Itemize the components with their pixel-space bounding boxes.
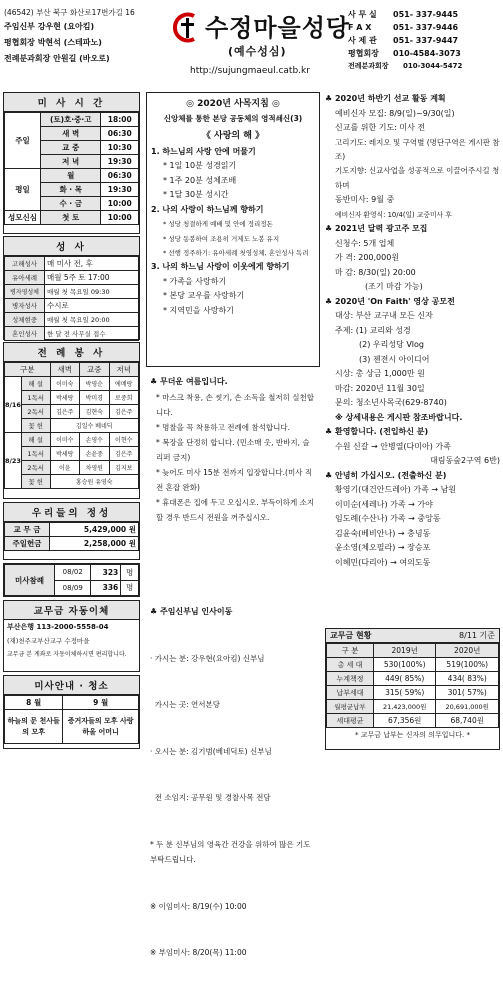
- mass-day: 수 · 금: [41, 197, 101, 211]
- contact-fax: F A X 051- 337-9446: [348, 23, 459, 32]
- welcome-title: ♣ 환영합니다. (전입하신 분): [325, 427, 429, 437]
- dues-label: 납부세대: [327, 686, 374, 700]
- transfer-item: 전 소임지: 공무원 및 경찰사목 전담: [150, 793, 271, 802]
- autopay-holder: (재)천주교부산교구 수정마을: [7, 637, 90, 645]
- dues-header-cell: 2019년: [373, 644, 436, 658]
- transfer-item: · 오시는 분: 김기범(베네딕토) 신부님: [150, 746, 272, 756]
- liturgy-role: 2독서: [21, 461, 50, 475]
- calendar-line: 가 격: 200,000원: [335, 253, 400, 263]
- contact-office: 사 무 실 051- 337-9445: [348, 10, 459, 19]
- transfer-item: ※ 이임미사: 8/19(수) 10:00: [150, 901, 247, 911]
- liturgy-cell: 에메랑: [109, 377, 139, 391]
- pastoral-principles: [146, 92, 320, 367]
- liturgy-role: 꽃 헌: [21, 475, 50, 489]
- church-logo: [170, 10, 205, 45]
- section-item: * 1주 20분 성체조배: [163, 175, 237, 185]
- mass-time: 10:00: [101, 197, 139, 211]
- liturgy-cell: 김은주: [109, 447, 139, 461]
- liturgy-cell: 홍승원 유영숙: [50, 475, 138, 489]
- mass-day: 첫 토: [41, 211, 101, 225]
- offering-label: 주일헌금: [5, 537, 50, 551]
- contest-line: (2) 우리성당 Vlog: [359, 340, 424, 350]
- dues-cell: 20,691,000원: [436, 700, 499, 714]
- attendance-table: [4, 564, 139, 596]
- calendar-title: ♣ 2021년 달력 광고주 모집: [325, 224, 428, 234]
- attendance-count: 336: [91, 580, 121, 596]
- attendance-unit: 명: [121, 580, 139, 596]
- contest-line: 대상: 부산 교구내 모든 신자: [335, 311, 433, 321]
- church-logo-icon: [170, 10, 205, 45]
- dues-table: [326, 643, 499, 728]
- dues-status: [325, 628, 500, 750]
- mass-time: 19:30: [101, 183, 139, 197]
- welcome-line: 대림동숲2구역 6반): [430, 456, 500, 466]
- summer-item: * 늦어도 미사 15분 전까지 입장합니다.(미사 직전 혼잡 완화): [156, 467, 313, 492]
- liturgy-cell: 로중희: [109, 391, 139, 405]
- mass-time: 19:30: [101, 155, 139, 169]
- mass-time: 18:00: [101, 113, 139, 127]
- website-link[interactable]: http://sujungmaeul.catb.kr: [190, 66, 310, 76]
- transfer-item: · 가시는 분: 강우현(요아킴) 신부님: [150, 653, 265, 663]
- dues-cell: 315( 59%): [373, 686, 436, 700]
- mass-group-marian: 성모신심: [5, 211, 41, 225]
- autopay: [3, 600, 140, 672]
- section-head: 2. 나의 사랑이 하느님께 향하기: [151, 204, 264, 214]
- liturgy-table: [4, 362, 139, 489]
- guide-cell: 하늘의 문 천사들의 모후: [5, 710, 63, 744]
- farewell-line: 이혜민(다리아) → 여의도동: [335, 557, 431, 567]
- liturgy-service: [3, 342, 140, 499]
- summer-list: [150, 390, 316, 525]
- liturgy-role: 해 설: [21, 433, 50, 447]
- contact-rectory: 사 제 관 051- 337-9447: [348, 36, 459, 45]
- autopay-note: 교무금 본 계좌로 자동이체하시면 편리합니다.: [7, 651, 127, 658]
- dues-note: * 교무금 납부는 신자의 의무입니다. *: [354, 731, 471, 739]
- mass-day: 새 벽: [41, 127, 101, 141]
- transfer-list: [150, 620, 316, 992]
- offering-title: 우리들의 정성: [4, 503, 139, 522]
- contest-line: 마감: 2020년 11월 30일: [335, 383, 425, 393]
- sacrament-info: 매월 첫 목요일 09:30: [45, 285, 139, 299]
- farewell-line: 이미순(세레나) 가족 → 가야: [335, 499, 433, 509]
- liturgy-cell: 손영수: [80, 433, 109, 447]
- section-item: * 성당 청결하게 예배 및 안에 정리정돈: [163, 220, 273, 228]
- liturgy-cell: 박세랑: [50, 391, 79, 405]
- offering-table: [4, 522, 139, 551]
- offering: [3, 502, 140, 560]
- sacrament-info: 한 달 전 사무실 접수: [45, 327, 139, 341]
- sacrament-name: 병자성사: [5, 299, 45, 313]
- summer-item: * 복장을 단정히 합니다. (민소매 옷, 반바지, 슬리퍼 금지): [156, 437, 310, 462]
- liturgy-date: 8/16: [5, 377, 22, 433]
- liturgy-cell: 손윤중: [80, 447, 109, 461]
- liturgy-cell: 이미수: [50, 433, 79, 447]
- sacrament-name: 고해성사: [5, 257, 45, 271]
- summer-item: * 마스크 착용, 손 씻기, 손 소독을 철저히 실천합니다.: [156, 392, 314, 417]
- sacraments-table: [4, 256, 139, 341]
- liturgy-date: 8/23: [5, 433, 22, 489]
- principles-title: ◎ 2020년 사목지침 ◎: [186, 99, 280, 109]
- contest-line: ※ 상세내용은 게시판 참조바랍니다.: [335, 412, 463, 422]
- contact-liturgy: 전례분과회장 010-3044-5472: [348, 62, 463, 70]
- mass-day: 화 · 목: [41, 183, 101, 197]
- dues-label: 총 세 대: [327, 658, 374, 672]
- liturgy-cell: 박미경: [80, 391, 109, 405]
- guide-month: 9 월: [63, 696, 139, 710]
- principles-subtitle: 신앙체를 통한 본당 공동체의 영적쇄신(3): [163, 114, 303, 123]
- liturgy-role: 1독서: [21, 447, 50, 461]
- contest-line: (3) 젠젼시 아이디어: [359, 354, 430, 364]
- contact-council: 평협회장 010-4584-3073: [348, 49, 461, 58]
- summer-notice: [146, 375, 320, 525]
- dues-cell: 301( 57%): [436, 686, 499, 700]
- liturgy-cell: 김은주: [109, 405, 139, 419]
- section-item: * 성당 동봉하여 조용히 거제도 노봉 유지: [163, 234, 280, 243]
- section-item: * 가족을 사랑하기: [163, 276, 227, 286]
- offering-value: 2,258,000 원: [50, 537, 139, 551]
- liturgy-cell: 차영원: [80, 461, 109, 475]
- clover-icon: ♣: [150, 377, 160, 386]
- farewell-line: 임도례(수산나) 가족 → 중앙동: [335, 514, 441, 524]
- welcome-line: 수원 신갈 → 안병열(다미아) 가족: [335, 441, 451, 451]
- section-item: * 1일 10분 성경읽기: [163, 161, 237, 170]
- calendar-line: 신청수: 5개 업체: [335, 238, 395, 248]
- attendance-count: 323: [91, 565, 121, 581]
- liturgy-header: 교중: [80, 363, 109, 377]
- sacraments: [3, 236, 140, 340]
- summer-item: * 휴대폰은 집에 두고 오십시오. 부득이하게 소지할 경우 반드시 전원을 꺼주십시오.: [156, 497, 315, 522]
- liturgy-header: 저녁: [109, 363, 139, 377]
- dues-date: 8/11 기준: [459, 631, 495, 640]
- section-head: 3. 나의 하느님 사랑이 이웃에게 향하기: [151, 262, 290, 271]
- address: (46542) 부산 북구 화산로17번가길 16: [4, 8, 135, 17]
- mission-line: 예비신자 모집: 8/9(일)~9/30(일): [335, 108, 455, 118]
- mass-day: 월: [41, 169, 101, 183]
- sacrament-name: 성체현중: [5, 313, 45, 327]
- right-column: [325, 92, 500, 570]
- header-left: [4, 6, 164, 67]
- mission-line: 예비신자 환영식: 10/4(일) 교중미사 후: [335, 210, 452, 219]
- dues-header: [326, 629, 499, 643]
- sacrament-info: 수시로: [45, 299, 139, 313]
- church-name: 수정마을성당: [205, 14, 351, 42]
- summer-title: ♣ 무더운 여름입니다.: [150, 377, 228, 386]
- sacrament-info: 매월 첫 목요일 20:00: [45, 313, 139, 327]
- mission-line: 동반미사: 9월 중: [335, 195, 395, 205]
- mass-group-weekday: 평일: [5, 169, 41, 211]
- mass-times-title: 미 사 시 간: [4, 93, 139, 112]
- mass-time: 10:00: [101, 211, 139, 225]
- offering-label: 교 무 금: [5, 523, 50, 537]
- contest-line: 주제: (1) 교리와 성경: [335, 325, 411, 335]
- clover-icon: ♣: [325, 224, 335, 234]
- liturgy-header: 구분: [5, 363, 51, 377]
- church-subtitle: (예수성심): [228, 45, 287, 58]
- liturgy-cell: 김현숙: [80, 405, 109, 419]
- attendance-date: 08/09: [55, 580, 91, 596]
- year-title: 《 사랑의 해 》: [201, 130, 265, 141]
- mass-day: 교 중: [41, 141, 101, 155]
- liturgy-cell: 김일수 베네딕: [50, 419, 138, 433]
- guide-title: 미사안내 · 청소: [4, 676, 139, 695]
- liturgy-role: 1독서: [21, 391, 50, 405]
- farewell-title: ♣ 안녕히 가십시오. (전출하신 분): [325, 470, 447, 480]
- attendance: [3, 563, 140, 597]
- clover-icon: ♣: [325, 94, 335, 103]
- mass-time: 10:30: [101, 141, 139, 155]
- dues-header-cell: 2020년: [436, 644, 499, 658]
- calendar-line: (조기 마감 가능): [365, 282, 423, 292]
- liturgy-cell: 이미숙: [50, 377, 79, 391]
- farewell-line: 윤소영(체오필라) → 장승포: [335, 543, 431, 553]
- liturgy-role: 2독서: [21, 405, 50, 419]
- liturgy-cell: 박세랑: [50, 447, 79, 461]
- section-head: 1. 하느님의 사랑 안에 머물기: [151, 146, 256, 156]
- council-head: 평협회장 박현석 (스테파노): [4, 38, 102, 47]
- clover-icon: ♣: [325, 296, 335, 306]
- header: [0, 0, 503, 98]
- attendance-unit: 명: [121, 565, 139, 581]
- liturgy-cell: 이현수: [109, 433, 139, 447]
- mass-guide: [3, 675, 140, 749]
- transfer-item: 가시는 곳: 연서본당: [150, 700, 221, 709]
- liturgy-role: 해 설: [21, 377, 50, 391]
- farewell-line: 황영기(대건안드레아) 가족 → 남원: [335, 485, 457, 495]
- transfer-item: * 두 분 신부님의 영육간 건강을 위하여 많은 기도 부탁드립니다.: [150, 839, 313, 864]
- pastor-transfer: [146, 605, 320, 992]
- dues-cell: 434( 83%): [436, 672, 499, 686]
- mission-line: 기도지향: 신교사업을 성공적으로 이끌어주시길 청하며: [335, 166, 500, 190]
- dues-cell: 449( 85%): [373, 672, 436, 686]
- dues-cell: 21,423,000원: [373, 700, 436, 714]
- mission-title: ♣ 2020년 하반기 선교 활동 계획: [325, 94, 446, 103]
- sacrament-info: 매 미사 전, 후: [45, 257, 139, 271]
- dues-label: 월평균납부: [327, 700, 374, 714]
- dues-header-cell: 구 분: [327, 644, 374, 658]
- liturgy-cell: 이윤: [50, 461, 79, 475]
- sacraments-title: 성 사: [4, 237, 139, 256]
- dues-cell: 67,356원: [373, 714, 436, 728]
- guide-table: [4, 695, 139, 744]
- sacrament-name: 병자영성체: [5, 285, 45, 299]
- farewell-line: 김윤숙(베비안나) → 충녕동: [335, 528, 431, 538]
- liturgy-header: 새벽: [50, 363, 79, 377]
- guide-month: 8 월: [5, 696, 63, 710]
- mass-time: 06:30: [101, 169, 139, 183]
- mass-group-sunday: 주일: [5, 113, 41, 169]
- liturgy-role: 꽃 헌: [21, 419, 50, 433]
- summer-item: * 명찰을 꼭 착용하고 전례에 참석합니다.: [156, 422, 290, 432]
- liturgy-head: 전례분과회장 안원길 (바오로): [4, 54, 110, 63]
- mass-day: (토)호·중·고: [41, 113, 101, 127]
- section-item: * 선행 정주하기: 유아세례 첫영성체, 혼인성사 독려: [163, 249, 309, 257]
- dues-label: 누계책정: [327, 672, 374, 686]
- contest-title: ♣ 2020년 'On Faith' 영상 공모전: [325, 296, 455, 306]
- guide-cell: 증거자들의 모후 사랑하올 어머니: [63, 710, 139, 744]
- section-item: * 본당 교우를 사랑하기: [163, 291, 245, 300]
- contest-line: 시상: 총 상금 1,000만 원: [335, 369, 425, 379]
- calendar-line: 마 감: 8/30(일) 20:00: [335, 267, 416, 277]
- dues-cell: 519(100%): [436, 658, 499, 672]
- liturgy-cell: 김지보: [109, 461, 139, 475]
- mass-time: 06:30: [101, 127, 139, 141]
- mass-times-table: [4, 112, 139, 225]
- mission-line: 신교를 위한 기도: 미사 전: [335, 123, 426, 132]
- section-item: * 1달 30분 성시간: [163, 190, 229, 199]
- attendance-label: 미사참례: [5, 565, 55, 596]
- dues-label: 세대평균: [327, 714, 374, 728]
- mass-times: [3, 92, 140, 234]
- autopay-account: 부산은행 113-2000-5558-04: [7, 623, 109, 631]
- autopay-title: 교무금 자동이체: [4, 601, 139, 620]
- contact-list: [348, 8, 500, 73]
- offering-value: 5,429,000 원: [50, 523, 139, 537]
- clover-icon: ♣: [150, 607, 160, 616]
- mass-day: 저 녁: [41, 155, 101, 169]
- attendance-date: 08/02: [55, 565, 91, 581]
- sacrament-info: 매월 5주 토 17:00: [45, 271, 139, 285]
- contest-line: 문의: 청소년사목국(629-8740): [335, 398, 447, 408]
- clover-icon: ♣: [325, 427, 335, 437]
- dues-cell: 530(100%): [373, 658, 436, 672]
- liturgy-title: 전 례 봉 사: [4, 343, 139, 362]
- transfer-title: ♣ 주임신부님 인사이동: [150, 607, 233, 616]
- pastor: 주임신부 강우현 (요아킴): [4, 22, 95, 31]
- section-item: * 지역민을 사랑하기: [163, 305, 234, 315]
- sacrament-name: 유아세례: [5, 271, 45, 285]
- liturgy-cell: 박영순: [80, 377, 109, 391]
- liturgy-cell: 김은주: [50, 405, 79, 419]
- sacrament-name: 혼인성사: [5, 327, 45, 341]
- dues-cell: 68,740원: [436, 714, 499, 728]
- transfer-item: ※ 부임미사: 8/20(목) 11:00: [150, 948, 247, 957]
- clover-icon: ♣: [325, 470, 335, 480]
- mission-line: 고리기도: 레지오 및 구역별 (명단구역은 게시판 참조): [335, 137, 500, 161]
- dues-title: 교무금 현황: [330, 631, 372, 640]
